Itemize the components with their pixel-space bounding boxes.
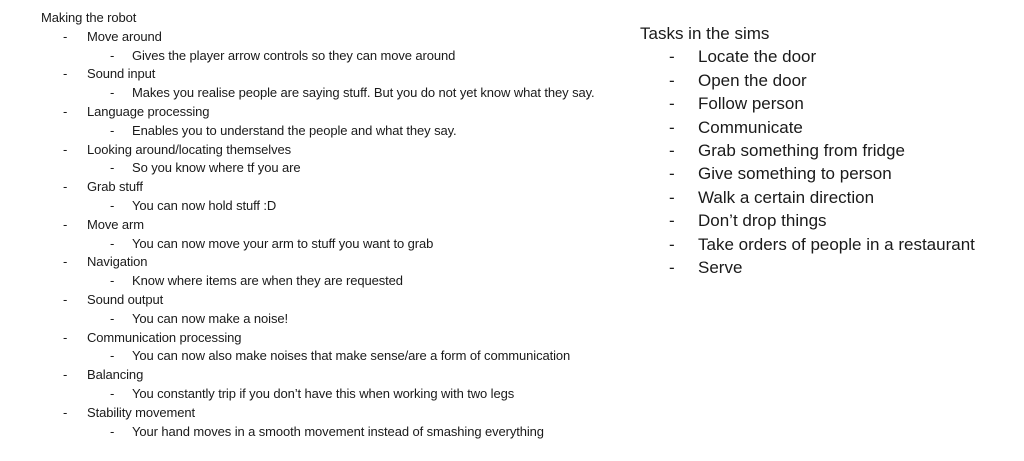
robot-feature-item: [41, 178, 621, 216]
task-item: - Follow person: [640, 92, 1020, 115]
robot-feature-detail: - You can now make a noise!: [87, 310, 612, 329]
robot-feature-sublist: [87, 423, 621, 442]
robot-feature-label: Sound input: [87, 66, 156, 82]
robot-feature-sublist: [87, 235, 621, 254]
robot-feature-detail: - Your hand moves in a smooth movement instead of smashing everything: [87, 423, 612, 442]
robot-feature-detail: - You can now also make noises that make sense/are a form of communication: [87, 347, 612, 366]
robot-section-title: Making the robot: [41, 10, 137, 25]
robot-feature-detail: - Gives the player arrow controls so they can move around: [87, 47, 612, 66]
robot-feature-label: Move around: [87, 28, 162, 44]
robot-feature-sublist: [87, 47, 621, 66]
task-item: - Give something to person: [640, 162, 1020, 185]
robot-feature-label: Balancing: [87, 367, 144, 383]
task-item: - Grab something from fridge: [640, 139, 1020, 162]
robot-feature-item: [41, 404, 621, 442]
robot-feature-item: [41, 366, 621, 404]
robot-feature-item: [41, 28, 621, 66]
robot-feature-detail: - Makes you realise people are saying stuff. But you do not yet know what they say.: [87, 84, 612, 103]
robot-feature-item: [41, 329, 621, 367]
task-item: - Walk a certain direction: [640, 186, 1020, 209]
robot-feature-list: [41, 28, 621, 442]
tasks-list: [640, 45, 1020, 279]
robot-feature-item: [41, 253, 621, 291]
robot-feature-label: Communication processing: [87, 329, 242, 345]
robot-feature-detail: - You can now hold stuff :D: [87, 197, 612, 216]
robot-feature-label: Language processing: [87, 103, 210, 119]
robot-feature-item: [41, 103, 621, 141]
tasks-section-title: Tasks in the sims: [640, 24, 770, 43]
robot-feature-label: Stability movement: [87, 404, 196, 420]
robot-feature-item: [41, 65, 621, 103]
robot-feature-label: Move arm: [87, 216, 144, 232]
task-item: - Open the door: [640, 69, 1020, 92]
robot-feature-sublist: [87, 159, 621, 178]
task-item: - Serve: [640, 256, 1020, 279]
robot-feature-sublist: [87, 197, 621, 216]
task-item: - Take orders of people in a restaurant: [640, 233, 1020, 256]
robot-feature-detail: - You constantly trip if you don’t have this when working with two legs: [87, 385, 612, 404]
robot-feature-item: [41, 141, 621, 179]
robot-feature-item: [41, 291, 621, 329]
robot-section: [41, 9, 621, 441]
robot-feature-sublist: [87, 122, 621, 141]
task-item: - Locate the door: [640, 45, 1020, 68]
tasks-section: [640, 22, 1020, 279]
robot-feature-sublist: [87, 84, 621, 103]
robot-feature-sublist: [87, 347, 621, 366]
robot-feature-detail: - So you know where tf you are: [87, 159, 612, 178]
robot-feature-label: Grab stuff: [87, 179, 143, 195]
robot-feature-detail: - You can now move your arm to stuff you want to grab: [87, 235, 612, 254]
robot-feature-sublist: [87, 272, 621, 291]
robot-feature-detail: - Enables you to understand the people and what they say.: [87, 122, 612, 141]
robot-feature-label: Navigation: [87, 254, 148, 270]
robot-feature-sublist: [87, 385, 621, 404]
task-item: - Don’t drop things: [640, 209, 1020, 232]
robot-feature-detail: - Know where items are when they are requested: [87, 272, 612, 291]
robot-feature-label: Looking around/locating themselves: [87, 141, 292, 157]
task-item: - Communicate: [640, 116, 1020, 139]
robot-feature-item: [41, 216, 621, 254]
robot-feature-sublist: [87, 310, 621, 329]
robot-feature-label: Sound output: [87, 291, 164, 307]
